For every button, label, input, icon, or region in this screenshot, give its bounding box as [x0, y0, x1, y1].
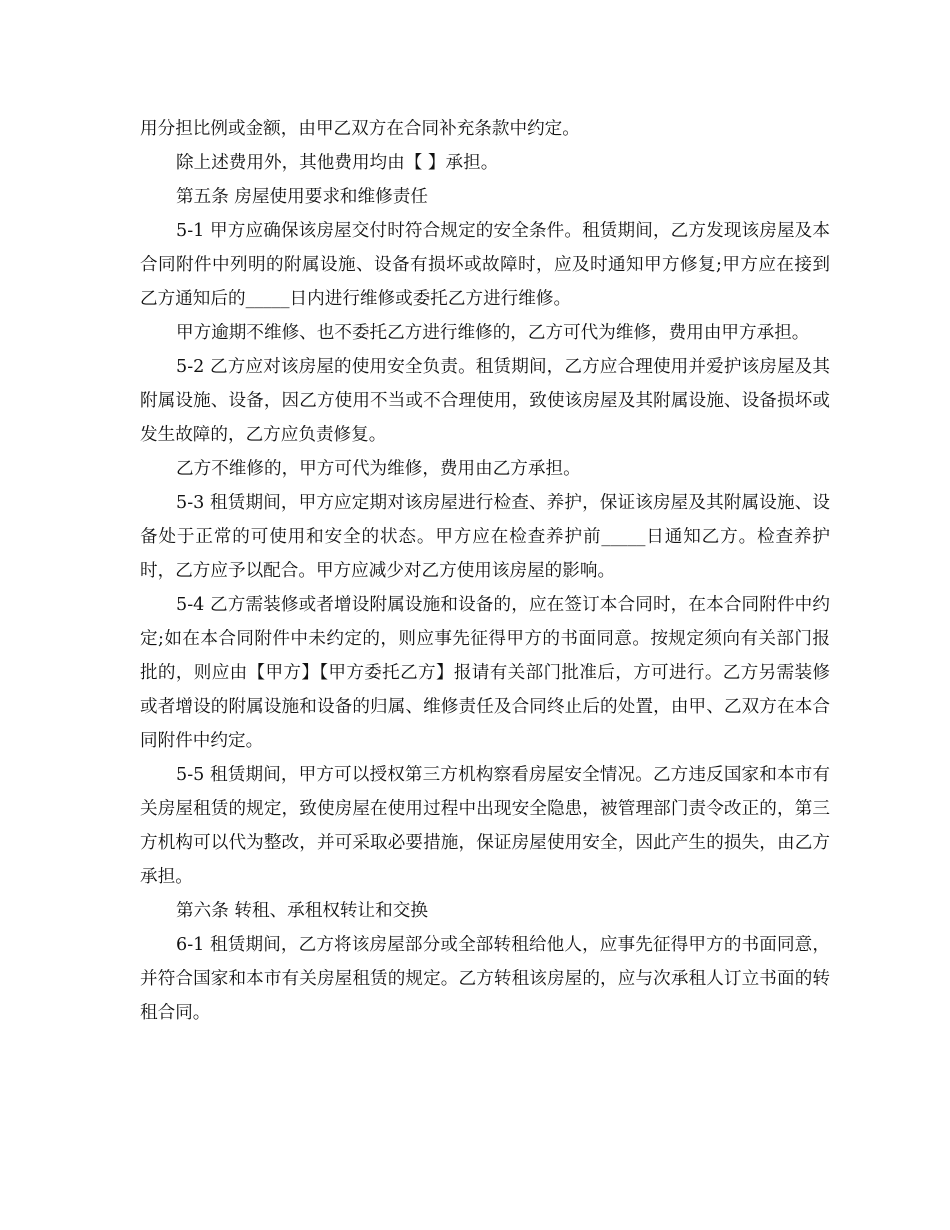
paragraph: 用分担比例或金额，由甲乙双方在合同补充条款中约定。: [140, 119, 580, 139]
paragraph: 5-4 乙方需装修或者增设附属设施和设备的，应在签订本合同时，在本合同附件中约定;如在本合同附件中未约定的，则应事先征得甲方的书面同意。按规定须向有关部门报批的，则应由【甲方】【甲方委托乙方】报请有关部门批准后，方可进行。乙方另需装修或者增设的附属设施和设备的归属、维修责任及合同终止后的处置，由甲、乙双方在本合同附件中约定。: [140, 595, 830, 751]
paragraph: 5-5 租赁期间，甲方可以授权第三方机构察看房屋安全情况。乙方违反国家和本市有关房屋租赁的规定，致使房屋在使用过程中出现安全隐患，被管理部门责令改正的，第三方机构可以代为整改，并可采取必要措施，保证房屋使用安全，因此产生的损失，由乙方承担。: [140, 765, 830, 887]
paragraph: 甲方逾期不维修、也不委托乙方进行维修的，乙方可代为维修，费用由甲方承担。: [176, 323, 810, 343]
section-heading: 第六条 转租、承租权转让和交换: [176, 901, 428, 921]
paragraph: 除上述费用外，其他费用均由【 】承担。: [176, 153, 499, 173]
paragraph: 6-1 租赁期间，乙方将该房屋部分或全部转租给他人，应事先征得甲方的书面同意，并符合国家和本市有关房屋租赁的规定。乙方转租该房屋的，应与次承租人订立书面的转租合同。: [140, 935, 830, 1023]
document-body: [140, 112, 830, 1030]
paragraph: 5-3 租赁期间，甲方应定期对该房屋进行检查、养护，保证该房屋及其附属设施、设备处于正常的可使用和安全的状态。甲方应在检查养护前_____日通知乙方。检查养护时，乙方应予以配合。甲方应减少对乙方使用该房屋的影响。: [140, 493, 830, 581]
paragraph: 5-2 乙方应对该房屋的使用安全负责。租赁期间，乙方应合理使用并爱护该房屋及其附属设施、设备，因乙方使用不当或不合理使用，致使该房屋及其附属设施、设备损坏或发生故障的，乙方应负责修复。: [140, 357, 830, 445]
paragraph: 乙方不维修的，甲方可代为维修，费用由乙方承担。: [176, 459, 581, 479]
section-heading: 第五条 房屋使用要求和维修责任: [176, 187, 428, 207]
paragraph: 5-1 甲方应确保该房屋交付时符合规定的安全条件。租赁期间，乙方发现该房屋及本合同附件中列明的附属设施、设备有损坏或故障时，应及时通知甲方修复;甲方应在接到乙方通知后的_____日内进行维修或委托乙方进行维修。: [140, 221, 830, 309]
